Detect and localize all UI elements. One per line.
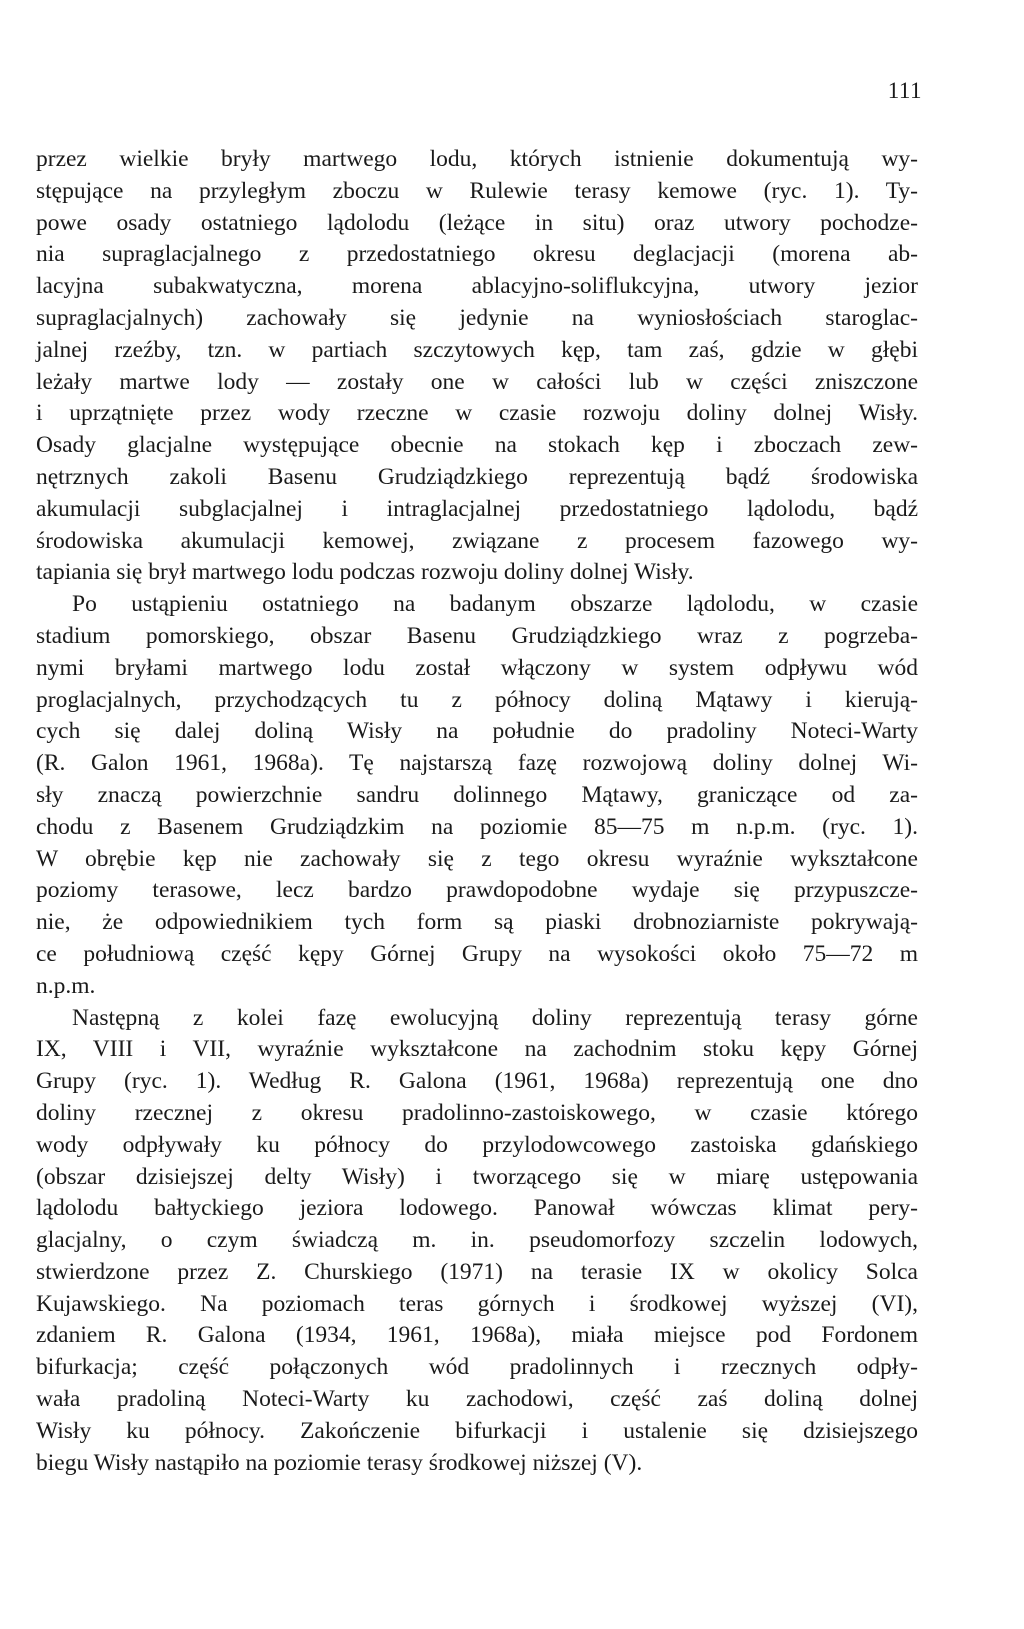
- text-line: (R. Galon 1961, 1968a). Tę najstarszą fazę rozwojową doliny dolnej Wi-: [36, 750, 918, 777]
- text-line: Osady glacjalne występujące obecnie na stokach kęp i zboczach zew-: [36, 432, 918, 459]
- text-line: doliny rzecznej z okresu pradolinno-zastoiskowego, w czasie którego: [36, 1099, 918, 1126]
- text-line: cych się dalej doliną Wisły na południe do pradoliny Noteci-Warty: [36, 718, 918, 745]
- text-line: ce południową część kępy Górnej Grupy na wysokości około 75—72 m: [36, 940, 918, 967]
- text-line: wody odpływały ku północy do przylodowcowego zastoiska gdańskiego: [36, 1131, 918, 1158]
- text-line: stępujące na przyległym zboczu w Rulewie terasy kemowe (ryc. 1). Ty-: [36, 177, 918, 204]
- text-line: bifurkacja; część połączonych wód pradolinnych i rzecznych odpły-: [36, 1354, 918, 1381]
- text-line: Grupy (ryc. 1). Według R. Galona (1961, 1968a) reprezentują one dno: [36, 1068, 918, 1095]
- text-line: biegu Wisły nastąpiło na poziomie terasy środkowej niższej (V).: [36, 1449, 643, 1476]
- text-line: (obszar dzisiejszej delty Wisły) i tworzącego się w miarę ustępowania: [36, 1163, 918, 1190]
- text-line: stwierdzone przez Z. Churskiego (1971) na terasie IX w okolicy Solca: [36, 1258, 918, 1285]
- text-line: lądolodu bałtyckiego jeziora lodowego. Panował wówczas klimat pery-: [36, 1195, 918, 1222]
- text-line: wała pradoliną Noteci-Warty ku zachodowi, część zaś doliną dolnej: [36, 1386, 918, 1413]
- text-line: IX, VIII i VII, wyraźnie wykształcone na zachodnim stoku kępy Górnej: [36, 1036, 918, 1063]
- text-line: nie, że odpowiednikiem tych form są piaski drobnoziarniste pokrywają-: [36, 909, 918, 936]
- text-line: Po ustąpieniu ostatniego na badanym obszarze lądolodu, w czasie: [72, 591, 918, 618]
- text-line: supraglacjalnych) zachowały się jedynie na wyniosłościach staroglac-: [36, 304, 918, 331]
- text-line: nia supraglacjalnego z przedostatniego okresu deglacjacji (morena ab-: [36, 241, 918, 268]
- text-line: Kujawskiego. Na poziomach teras górnych i środkowej wyższej (VI),: [36, 1290, 918, 1317]
- text-line: Wisły ku północy. Zakończenie bifurkacji i ustalenie się dzisiejszego: [36, 1417, 918, 1444]
- text-line: nętrznych zakoli Basenu Grudziądzkiego reprezentują bądź środowiska: [36, 463, 918, 490]
- text-line: środowiska akumulacji kemowej, związane z procesem fazowego wy-: [36, 527, 918, 554]
- text-line: lacyjna subakwatyczna, morena ablacyjno-soliflukcyjna, utwory jezior: [36, 273, 918, 300]
- text-line: przez wielkie bryły martwego lodu, których istnienie dokumentują wy-: [36, 146, 918, 172]
- text-line: glacjalny, o czym świadczą m. in. pseudomorfozy szczelin lodowych,: [36, 1227, 918, 1254]
- text-line: powe osady ostatniego lądolodu (leżące in situ) oraz utwory pochodze-: [36, 209, 918, 236]
- page-number: 111: [887, 78, 922, 103]
- text-line: zdaniem R. Galona (1934, 1961, 1968a), miała miejsce pod Fordonem: [36, 1322, 918, 1349]
- text-line: i uprzątnięte przez wody rzeczne w czasie rozwoju doliny dolnej Wisły.: [36, 400, 918, 427]
- text-line: akumulacji subglacjalnej i intraglacjalnej przedostatniego lądolodu, bądź: [36, 495, 918, 522]
- text-line: n.p.m.: [36, 972, 96, 999]
- text-line: chodu z Basenem Grudziądzkim na poziomie 85—75 m n.p.m. (ryc. 1).: [36, 813, 918, 840]
- text-line: leżały martwe lody — zostały one w całości lub w części zniszczone: [36, 368, 918, 395]
- text-line: Następną z kolei fazę ewolucyjną doliny reprezentują terasy górne: [72, 1004, 918, 1031]
- text-line: proglacjalnych, przychodzących tu z północy doliną Mątawy i kierują-: [36, 686, 918, 713]
- text-line: stadium pomorskiego, obszar Basenu Grudziądzkiego wraz z pogrzeba-: [36, 622, 918, 649]
- text-line: sły znaczą powierzchnie sandru dolinnego Mątawy, graniczące od za-: [36, 781, 918, 808]
- text-line: tapiania się brył martwego lodu podczas rozwoju doliny dolnej Wisły.: [36, 559, 694, 586]
- body-text: [36, 144, 918, 1479]
- text-line: nymi bryłami martwego lodu został włączony w system odpływu wód: [36, 654, 918, 681]
- text-line: W obrębie kęp nie zachowały się z tego okresu wyraźnie wykształcone: [36, 845, 918, 872]
- text-line: jalnej rzeźby, tzn. w partiach szczytowych kęp, tam zaś, gdzie w głębi: [36, 336, 918, 363]
- text-line: poziomy terasowe, lecz bardzo prawdopodobne wydaje się przypuszcze-: [36, 877, 918, 904]
